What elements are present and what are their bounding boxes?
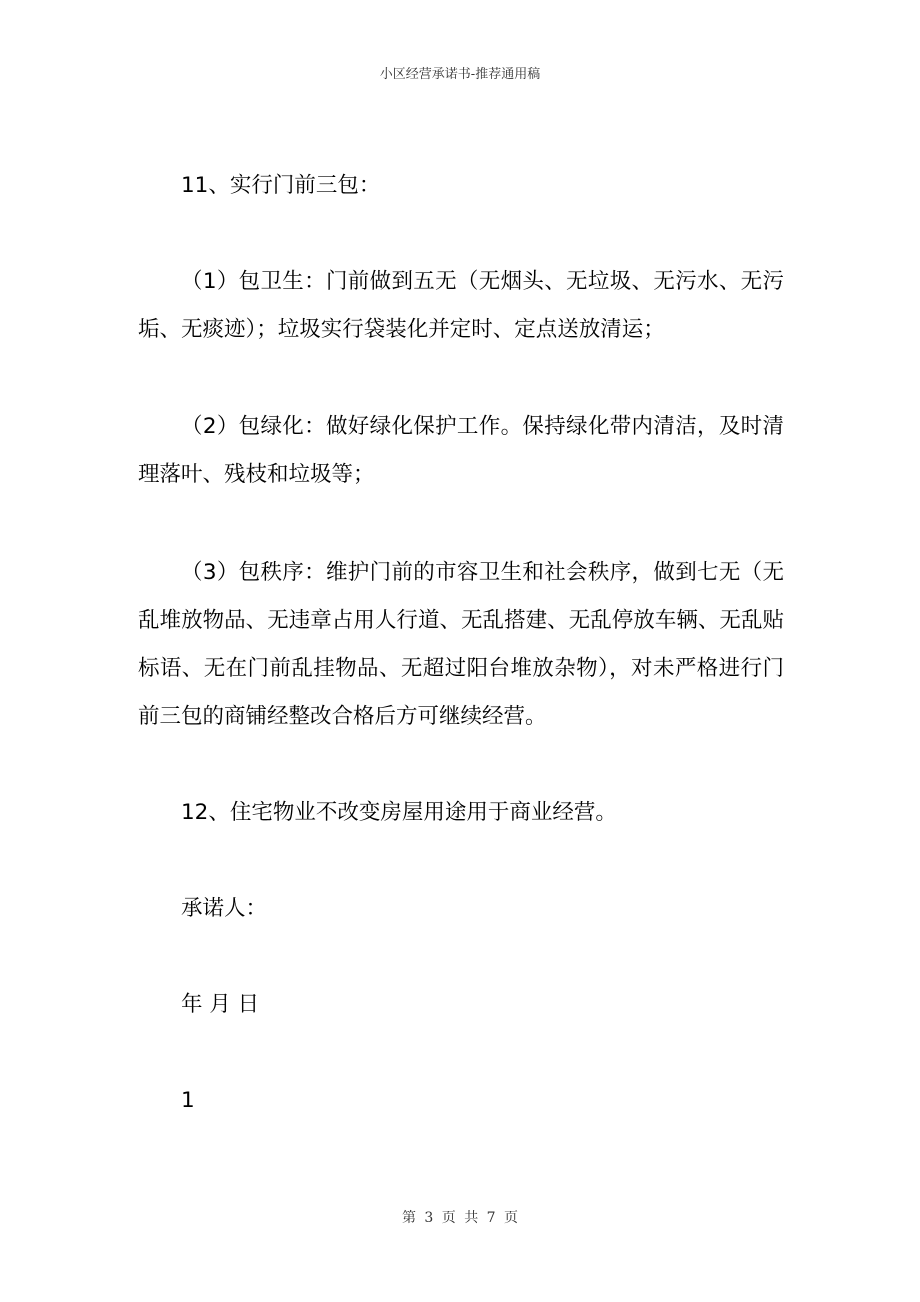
item-11-1-paragraph: （1）包卫生：门前做到五无（无烟头、无垃圾、无污水、无污垢、无痰迹）；垃圾实行袋装化并定时、定点送放清运；	[138, 269, 784, 342]
item-11-2-paragraph: （2）包绿化：做好绿化保护工作。保持绿化带内清洁，及时清理落叶、残枝和垃圾等；	[138, 414, 784, 487]
page-footer: 第 3 页 共 7 页	[401, 1210, 519, 1226]
item-11-heading: 11、实行门前三包：	[181, 173, 381, 198]
page-marker: 1	[181, 1088, 195, 1113]
date-label: 年 月 日	[181, 992, 260, 1017]
promisor-label: 承诺人：	[181, 896, 268, 921]
item-11-3-paragraph: （3）包秩序：维护门前的市容卫生和社会秩序，做到七无（无乱堆放物品、无违章占用人行道、无乱搭建、无乱停放车辆、无乱贴标语、无在门前乱挂物品、无超过阳台堆放杂物），对未严格进行门前三包的商铺经整改合格后方可继续经营。	[138, 560, 784, 729]
item-12-paragraph: 12、住宅物业不改变房屋用途用于商业经营。	[181, 800, 617, 825]
page-header: 小区经营承诺书-推荐通用稿	[379, 67, 541, 82]
